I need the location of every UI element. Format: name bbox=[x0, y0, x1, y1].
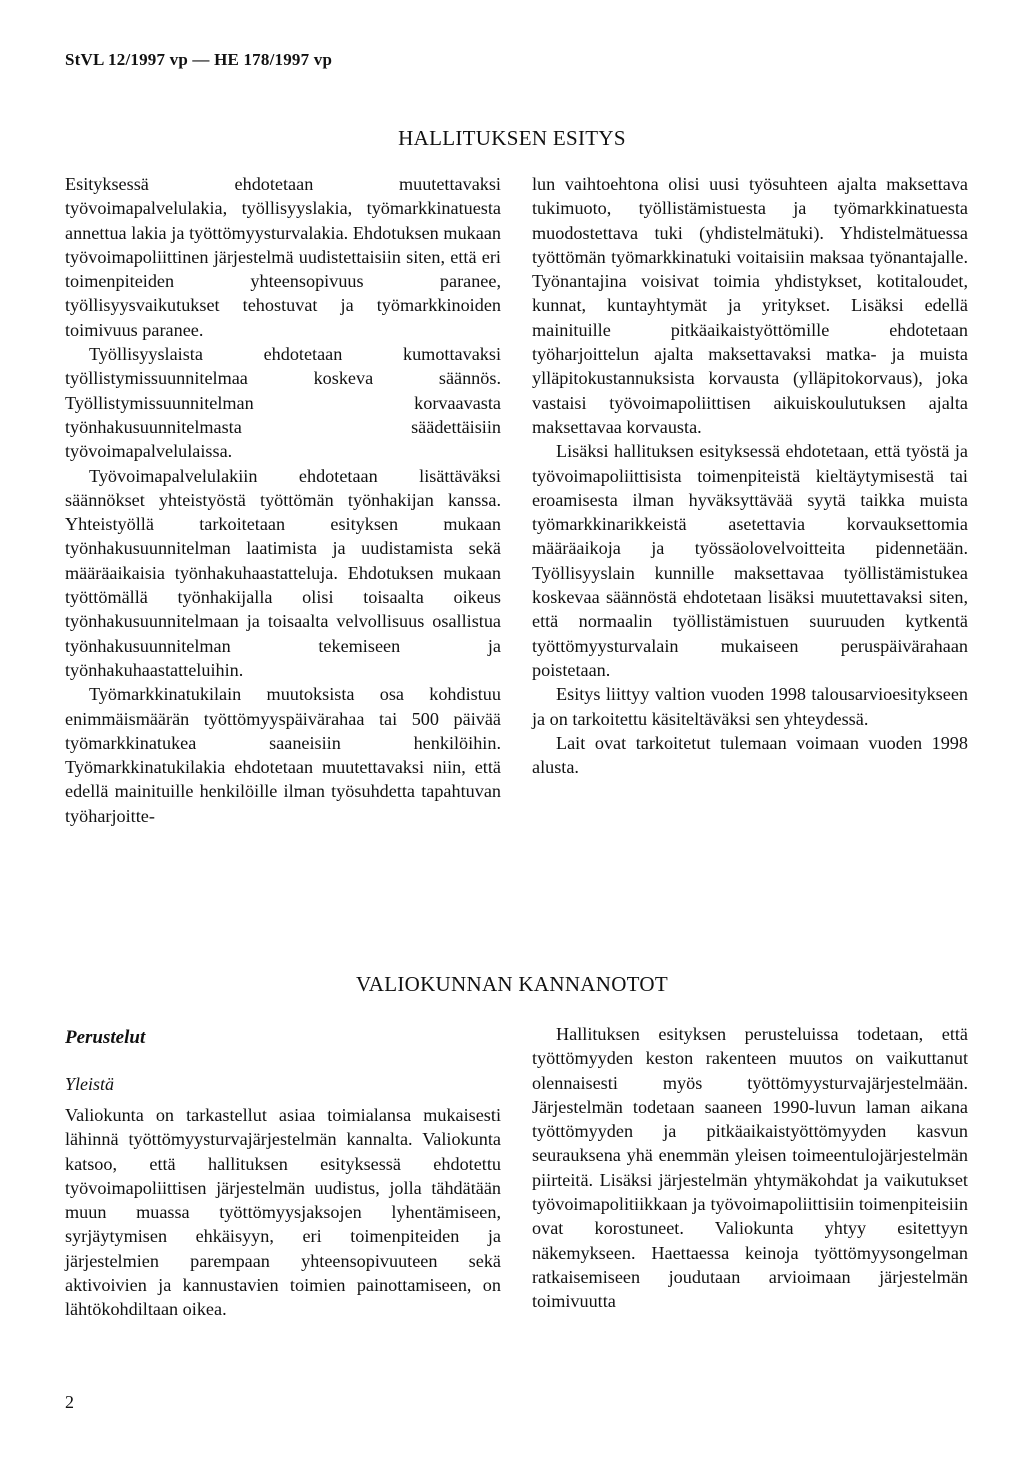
paragraph: Lisäksi hallituksen esityksessä ehdotetaan, että työstä ja työvoimapoliittisista toimenpiteistä kieltäytymisestä tai eroamisesta ilman hyväksyttävää syytä taikka muista työmarkkinarikkeistä asetettavia korvauksettomia määräaikoja ja työssäolovelvoitteita pidennetään. Työllisyyslain kunnille maksettavaa työllistämistukea koskevaa säännöstä ehdotetaan lisäksi muutettavaksi siten, että normaalin työllistämistuen suuruuden kytkentä työttömyysturvalain mukaiseen peruspäivärahaan poistetaan. bbox=[532, 441, 968, 680]
paragraph: Valiokunta on tarkastellut asiaa toimialansa mukaisesti lähinnä työttömyysturvajärjestelmän kannalta. Valiokunta katsoo, että hallituksen esityksessä ehdotettu työvoimapoliittisen järjestelmän uudistus, jolla tähdätään muun muassa työttömyysjaksojen lyhentämiseen, syrjäytymisen ehkäisyyn, eri toimenpiteiden ja järjestelmien parempaan yhteensopivuuteen sekä aktivoivien ja kannustavien toimien painottamiseen, on lähtökohdiltaan oikea. bbox=[65, 1105, 501, 1320]
paragraph: Lait ovat tarkoitetut tulemaan voimaan vuoden 1998 alusta. bbox=[532, 732, 968, 778]
section2-left-column bbox=[65, 1103, 501, 1322]
paragraph: Esityksessä ehdotetaan muutettavaksi työvoimapalvelulakia, työllisyyslakia, työmarkkinatuesta annettua lakia ja työttömyysturvalakia. Ehdotuksen mukaan työvoimapoliittinen järjestelmä uudistettaisiin siten, että eri toimenpiteiden yhteensopivuus paranee, työllisyysvaikutukset tehostuvat ja työmarkkinoiden toimivuus paranee. bbox=[65, 174, 501, 340]
paragraph: Työmarkkinatukilain muutoksista osa kohdistuu enimmäismäärän työttömyyspäivärahaa tai 500 päivää työmarkkinatukea saaneisiin henkilöihin. Työmarkkinatukilakia ehdotetaan muutettavaksi niin, että edellä mainituille henkilöille ilman työsuhdetta tapahtuvan työharjoitte- bbox=[65, 684, 501, 826]
paragraph: Työvoimapalvelulakiin ehdotetaan lisättäväksi säännökset yhteistyöstä työttömän työnhakijan kanssa. Yhteistyöllä tarkoitetaan esityksen mukaan työnhakusuunnitelman laatimista ja uudistamista sekä määräaikaisia työnhakuhaastatteluja. Ehdotuksen mukaan työttömällä työnhakijalla olisi toisaalta oikeus työnhakusuunnitelmaan ja toisaalta velvollisuus osallistua työnhakusuunnitelman tekemiseen ja työnhakuhaastatteluihin. bbox=[65, 465, 501, 680]
page-number: 2 bbox=[65, 1392, 74, 1412]
section2-right-column bbox=[532, 1022, 968, 1314]
section-title-hallituksen-esitys: HALLITUKSEN ESITYS bbox=[398, 126, 626, 150]
paragraph: Työllisyyslaista ehdotetaan kumottavaksi työllistymissuunnitelmaa koskeva säännös. Työllistymissuunnitelman korvaavasta työnhakusuunnitelmasta säädettäisiin työvoimapalvelulaissa. bbox=[65, 344, 501, 462]
paragraph: lun vaihtoehtona olisi uusi työsuhteen ajalta maksettava tukimuoto, työllistämistuesta ja työmarkkinatuesta muodostettava tuki (yhdistelmätuki). Yhdistelmätuessa työttömän työmarkkinatuki voitaisiin maksaa työnantajalle. Työnantajina voisivat toimia yhdistykset, kotitaloudet, kunnat, kuntayhtymät ja yritykset. Lisäksi edellä mainituille pitkäaikaistyöttömille ehdotetaan työharjoittelun ajalta maksettavaksi matka- ja muista ylläpitokustannuksista korvausta (ylläpitokorvaus), joka vastaisi työvoimapoliittisen aikuiskoulutuksen ajalta maksettavaa korvausta. bbox=[532, 174, 968, 437]
section1-right-column bbox=[532, 172, 968, 779]
subheading-yleista: Yleistä bbox=[65, 1074, 115, 1094]
section1-left-column bbox=[65, 172, 501, 828]
section-title-valiokunnan-kannanotot: VALIOKUNNAN KANNANOTOT bbox=[355, 972, 669, 996]
heading-perustelut: Perustelut bbox=[65, 1027, 146, 1048]
paragraph: Esitys liittyy valtion vuoden 1998 talousarvioesitykseen ja on tarkoitettu käsiteltäväksi sen yhteydessä. bbox=[532, 684, 968, 729]
paragraph: Hallituksen esityksen perusteluissa todetaan, että työttömyyden keston rakenteen muutos on vaikuttanut olennaisesti myös työttömyysturvajärjestelmään. Järjestelmän todetaan saaneen 1990-luvun laman aikana työttömyyden ja pitkäaikaistyöttömyyden kasvun seurauksena yhä enemmän yleisen toimeentulojärjestelmän piirteitä. Lisäksi järjestelmän yhtymäkohdat ja vaikutukset työvoimapolitiikkaan ja työvoimapoliittisiin toimenpiteisiin ovat korostuneet. Valiokunta yhtyy esitettyyn näkemykseen. Haettaessa keinoja työttömyysongelman ratkaisemiseen joudutaan arvioimaan järjestelmän toimivuutta bbox=[532, 1024, 968, 1312]
document-reference: StVL 12/1997 vp — HE 178/1997 vp bbox=[65, 50, 333, 69]
